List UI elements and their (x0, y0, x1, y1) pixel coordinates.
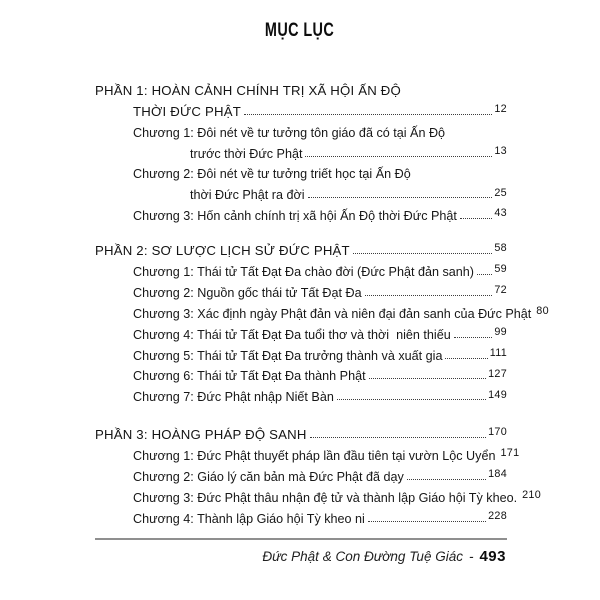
page-number: 149 (488, 388, 507, 401)
toc-chapter-row (95, 484, 542, 505)
page-number: 72 (494, 284, 507, 297)
toc-entry-text: Chương 5: Thái tử Tất Đạt Đa trưởng thành và xuất gia (133, 348, 443, 363)
page-number: 80 (536, 305, 549, 317)
page-title (0, 20, 600, 42)
toc-chapter-row (95, 161, 507, 182)
page-number: 99 (494, 325, 507, 338)
page-number: 210 (522, 489, 542, 502)
page-number: 170 (488, 426, 507, 439)
dot-leader (460, 218, 492, 219)
toc-entry-text: Chương 1: Đức Phật thuyết pháp lần đầu tiên tại vườn Lộc Uyển (133, 449, 496, 464)
toc-section-phan-3 (95, 421, 542, 526)
book-title: Đức Phật & Con Đường Tuệ Giác (262, 549, 463, 564)
toc-entry-text: Chương 2: Nguồn gốc thái tử Tất Đạt Đa (133, 285, 362, 300)
dot-leader (369, 378, 486, 379)
toc-entry-text: Chương 3: Đức Phật thâu nhận đệ tử và thành lập Giáo hội Tỳ kheo. (133, 490, 518, 505)
dot-leader (365, 295, 493, 296)
page-number: 171 (500, 447, 520, 460)
page-number: 58 (494, 242, 507, 255)
page-number: 43 (494, 207, 507, 220)
toc-entry-text: Chương 1: Đôi nét về tư tưởng tôn giáo đã có tại Ấn Độ (133, 125, 446, 140)
dot-leader (368, 521, 486, 522)
toc-chapter-row (95, 442, 520, 464)
dot-leader (477, 274, 492, 275)
page-title-text: MỤC LỤC (265, 20, 335, 41)
toc-part-heading-row (95, 421, 507, 442)
toc-chapter-row (95, 300, 549, 321)
dot-leader (407, 479, 486, 480)
toc-chapter-row (95, 463, 507, 484)
toc-entry-text: thời Đức Phật ra đời (190, 188, 305, 203)
toc-chapter-row (95, 383, 507, 404)
toc-entry-text: Chương 1: Thái tử Tất Đạt Đa chào đời (Đức Phật đản sanh) (133, 265, 474, 280)
toc-entry-text: Chương 3: Hốn cảnh chính trị xã hội Ấn Độ thời Đức Phật (133, 209, 457, 224)
toc-chapter-row (95, 363, 507, 384)
dot-leader (445, 358, 487, 359)
dot-leader (244, 114, 492, 115)
page-number: 12 (494, 102, 507, 115)
toc-entry-text: Chương 6: Thái tử Tất Đạt Đa thành Phật (133, 369, 366, 384)
toc-chapter-row (95, 202, 507, 223)
toc-chapter-row (95, 279, 507, 300)
toc-section-phan-2 (95, 237, 549, 405)
page-number: 25 (494, 186, 507, 199)
toc-entry-text: PHẦN 2: SƠ LƯỢC LỊCH SỬ ĐỨC PHẬT (95, 243, 350, 259)
footer-page-number: 493 (479, 548, 506, 565)
toc-entry-text: Chương 4: Thái tử Tất Đạt Đa tuổi thơ và thời niên thiếu (133, 327, 451, 342)
toc-chapter-row (95, 321, 507, 342)
dot-leader (310, 437, 486, 438)
toc-entry-text: Chương 7: Đức Phật nhập Niết Bàn (133, 390, 334, 405)
toc-part-heading-row (95, 77, 507, 98)
toc-entry-text: Chương 3: Xác định ngày Phật đản và niên đại đản sanh của Đức Phật (133, 306, 532, 321)
dot-leader (353, 253, 493, 254)
toc-chapter-row (95, 181, 507, 202)
toc-part-heading-row (95, 237, 507, 258)
dot-leader (337, 399, 486, 400)
toc-entry-text: Chương 2: Giáo lý căn bản mà Đức Phật đã dạy (133, 470, 404, 485)
page-number: 127 (488, 367, 507, 380)
dot-leader (308, 197, 493, 198)
toc-chapter-row (95, 119, 507, 140)
toc-entry-text: Chương 4: Thành lập Giáo hội Tỳ kheo ni (133, 511, 365, 526)
toc-entry-text: Chương 2: Đôi nét về tư tưởng triết học tại Ấn Độ (133, 167, 411, 182)
page-number: 13 (494, 144, 507, 157)
table-of-contents (95, 77, 549, 526)
toc-entry-text: PHẦN 3: HOÀNG PHÁP ĐỘ SANH (95, 427, 307, 443)
footer-separator: - (468, 549, 474, 564)
footer-divider (95, 538, 507, 540)
dot-leader (454, 337, 493, 338)
toc-entry-text: PHẦN 1: HOÀN CẢNH CHÍNH TRỊ XÃ HỘI ẤN ĐỘ (95, 82, 401, 98)
toc-entry-text: THỜI ĐỨC PHẬT (133, 103, 241, 119)
page-number: 59 (494, 263, 507, 276)
toc-entry-text: trước thời Đức Phật (190, 146, 303, 161)
toc-part-heading-row (95, 98, 507, 119)
toc-chapter-row (95, 258, 507, 279)
toc-chapter-row (95, 140, 507, 161)
page-number: 228 (488, 510, 507, 523)
page-number: 184 (488, 468, 507, 481)
dot-leader (305, 156, 492, 157)
toc-chapter-row (95, 505, 507, 526)
page-footer (262, 548, 506, 565)
toc-chapter-row (95, 342, 507, 363)
page-number: 111 (489, 346, 507, 359)
toc-section-phan-1 (95, 77, 507, 223)
